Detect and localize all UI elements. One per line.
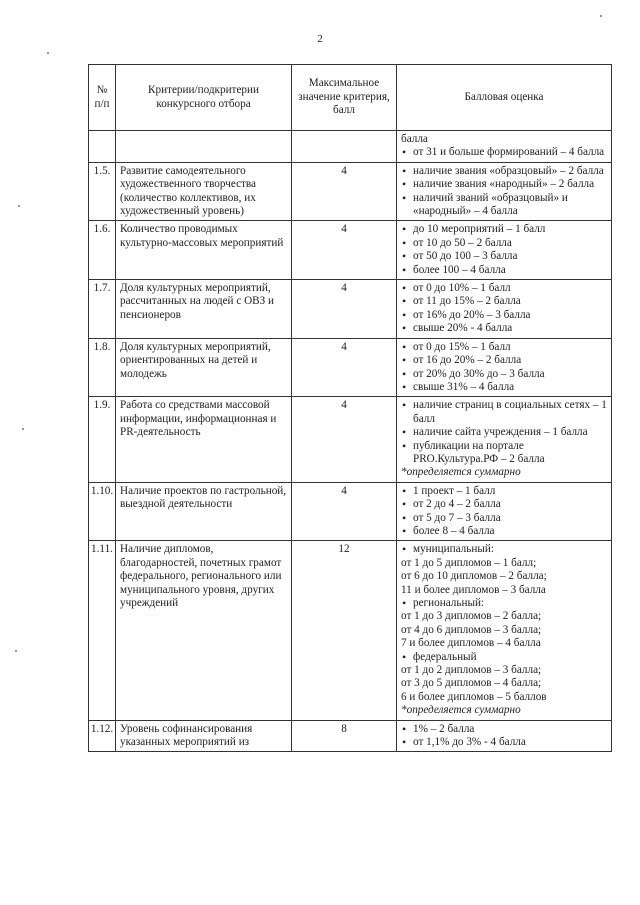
score-bullet-item: • от 0 до 15% – 1 балл — [401, 341, 607, 354]
scan-speck — [18, 205, 20, 207]
table-row — [89, 482, 612, 541]
score-bullet-item: • наличие страниц в социальных сетях – 1 балл — [401, 399, 607, 426]
score-bullet-item: • от 20% до 30% до – 3 балла — [401, 368, 607, 381]
score-bullet-item: • от 16% до 20% – 3 балла — [401, 309, 607, 322]
row-number: 1.7. — [89, 280, 116, 339]
score-bullet-item: • 1 проект – 1 балл — [401, 485, 607, 498]
score-line: от 1 до 5 дипломов – 1 балл; — [401, 556, 537, 569]
score-bullet-item: • от 2 до 4 – 2 балла — [401, 498, 607, 511]
header-max: Максимальное значение критерия, балл — [292, 65, 397, 131]
row-criteria: Наличие дипломов, благодарностей, почетных грамот федерального, регионального или муниципального уровня, других учреждений — [116, 541, 292, 720]
score-line: от 1 до 2 дипломов – 3 балла; — [401, 664, 542, 677]
score-bullet-item: • от 11 до 15% – 2 балла — [401, 295, 607, 308]
row-criteria: Доля культурных мероприятий, ориентированных на детей и молодежь — [116, 338, 292, 397]
row-score-list — [397, 221, 612, 280]
score-bullet-item: • федеральный — [401, 651, 607, 664]
row-criteria: Количество проводимых культурно-массовых мероприятий — [116, 221, 292, 280]
row-criteria: Наличие проектов по гастрольной, выездной деятельности — [116, 482, 292, 541]
scan-speck — [600, 15, 602, 17]
row-criteria: Работа со средствами массовой информации, информационная и PR-деятельность — [116, 397, 292, 482]
row-max-score: 4 — [292, 162, 397, 221]
score-line: 6 и более дипломов – 5 баллов — [401, 690, 547, 703]
score-line: от 1 до 3 дипломов – 2 балла; — [401, 610, 542, 623]
score-line: *определяется суммарно — [401, 704, 521, 717]
score-line: 11 и более дипломов – 3 балла — [401, 583, 546, 596]
row-max-score: 4 — [292, 221, 397, 280]
score-line: *определяется суммарно — [401, 466, 521, 479]
row-number: 1.9. — [89, 397, 116, 482]
row-number — [89, 131, 116, 163]
score-bullet-item: • от 16 до 20% – 2 балла — [401, 354, 607, 367]
row-score-list — [397, 482, 612, 541]
row-criteria: Уровень софинансирования указанных мероприятий из — [116, 720, 292, 752]
row-max-score: 12 — [292, 541, 397, 720]
score-bullet-item: • свыше 31% – 4 балла — [401, 381, 607, 394]
row-max-score: 4 — [292, 338, 397, 397]
score-bullet-item: • более 100 – 4 балла — [401, 264, 607, 277]
table-row — [89, 280, 612, 339]
score-bullet-item: • наличие сайта учреждения – 1 балла — [401, 426, 607, 439]
row-number: 1.8. — [89, 338, 116, 397]
score-bullet-item: • публикации на портале PRO.Культура.РФ – 2 балла — [401, 440, 607, 467]
scan-speck — [15, 650, 17, 652]
table-row — [89, 162, 612, 221]
row-score-list — [397, 397, 612, 482]
row-max-score: 4 — [292, 280, 397, 339]
scan-speck — [22, 428, 24, 430]
table-row — [89, 338, 612, 397]
row-score-list — [397, 541, 612, 720]
score-line: 7 и более дипломов – 4 балла — [401, 637, 541, 650]
score-bullet-item: • от 50 до 100 – 3 балла — [401, 250, 607, 263]
score-bullet-item: • от 0 до 10% – 1 балл — [401, 282, 607, 295]
score-bullet-item: • наличие звания «образцовый» – 2 балла — [401, 165, 607, 178]
table-header-row — [89, 65, 612, 131]
row-score-list — [397, 280, 612, 339]
row-max-score: 4 — [292, 482, 397, 541]
score-bullet-item: • свыше 20% - 4 балла — [401, 322, 607, 335]
criteria-table — [88, 64, 612, 752]
row-score-list — [397, 131, 612, 163]
score-line: от 6 до 10 дипломов – 2 балла; — [401, 570, 547, 583]
score-bullet-item: • региональный: — [401, 597, 607, 610]
row-number: 1.6. — [89, 221, 116, 280]
row-score-list — [397, 162, 612, 221]
table-row — [89, 397, 612, 482]
score-bullet-item: • до 10 мероприятий – 1 балл — [401, 223, 607, 236]
score-line: балла — [401, 133, 428, 145]
header-num: № п/п — [89, 65, 116, 131]
row-number: 1.12. — [89, 720, 116, 752]
score-line: от 3 до 5 дипломов – 4 балла; — [401, 677, 542, 690]
table-row — [89, 541, 612, 720]
score-bullet-item: • от 31 и больше формирований – 4 балла — [401, 146, 607, 159]
row-score-list — [397, 720, 612, 752]
row-max-score: 4 — [292, 397, 397, 482]
row-score-list — [397, 338, 612, 397]
score-bullet-item: • от 5 до 7 – 3 балла — [401, 512, 607, 525]
scan-speck — [47, 52, 49, 54]
row-number: 1.10. — [89, 482, 116, 541]
score-bullet-item: • муниципальный: — [401, 543, 607, 556]
header-score: Балловая оценка — [397, 65, 612, 131]
row-max-score: 8 — [292, 720, 397, 752]
row-criteria — [116, 131, 292, 163]
table-row — [89, 221, 612, 280]
table-row — [89, 131, 612, 163]
row-max-score — [292, 131, 397, 163]
score-bullet-item: • 1% – 2 балла — [401, 723, 607, 736]
table-row — [89, 720, 612, 752]
row-number: 1.5. — [89, 162, 116, 221]
score-bullet-item: • наличий званий «образцовый» и «народный» – 4 балла — [401, 192, 607, 219]
header-criteria: Критерии/подкритерии конкурсного отбора — [116, 65, 292, 131]
score-bullet-item: • от 10 до 50 – 2 балла — [401, 237, 607, 250]
score-bullet-item: • от 1,1% до 3% - 4 балла — [401, 736, 607, 749]
score-bullet-item: • наличие звания «народный» – 2 балла — [401, 178, 607, 191]
row-criteria: Развитие самодеятельного художественного творчества (количество коллективов, их художественный уровень) — [116, 162, 292, 221]
row-number: 1.11. — [89, 541, 116, 720]
row-criteria: Доля культурных мероприятий, рассчитанных на людей с ОВЗ и пенсионеров — [116, 280, 292, 339]
score-line: от 4 до 6 дипломов – 3 балла; — [401, 623, 542, 636]
page-number: 2 — [317, 33, 323, 45]
score-bullet-item: • более 8 – 4 балла — [401, 525, 607, 538]
